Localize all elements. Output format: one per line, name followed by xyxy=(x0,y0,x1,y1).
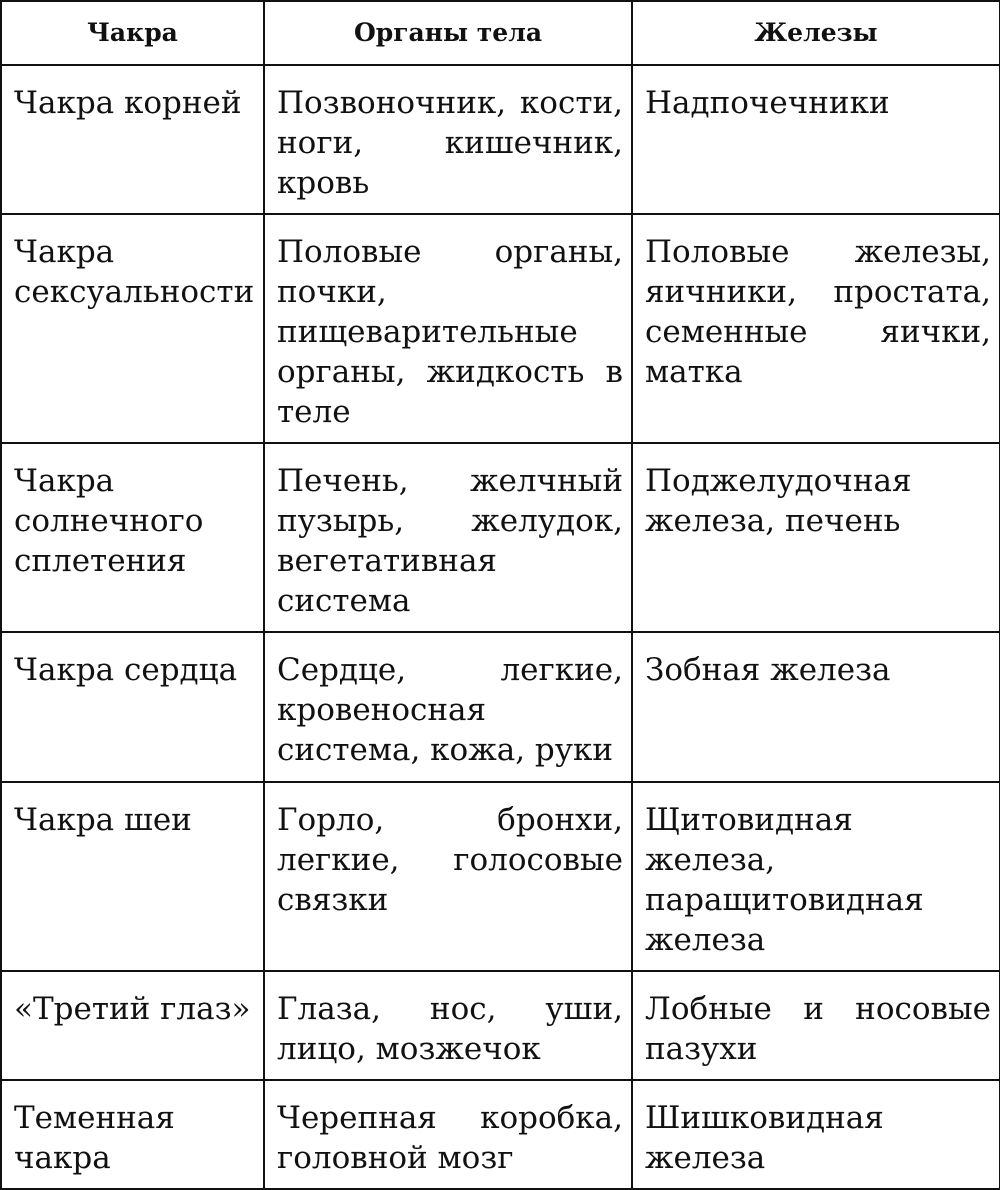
header-glands: Железы xyxy=(632,1,1000,65)
glands-text: Зобная железа xyxy=(645,652,891,688)
glands-text: Надпочечники xyxy=(645,85,890,121)
cell-organs xyxy=(264,782,632,971)
glands-text: Поджелудочная железа, печень xyxy=(645,463,912,539)
cell-chakra xyxy=(1,1080,264,1189)
organs-text: Черепная коробка, головной мозг xyxy=(277,1100,623,1176)
organs-text: Позвоночник, кости, ноги, кишечник, кровь xyxy=(277,85,623,201)
cell-organs xyxy=(264,65,632,214)
cell-glands xyxy=(632,971,1000,1080)
cell-organs xyxy=(264,443,632,632)
header-chakra: Чакра xyxy=(1,1,264,65)
chakra-name: Чакра шеи xyxy=(14,802,192,838)
cell-glands xyxy=(632,632,1000,782)
cell-glands xyxy=(632,65,1000,214)
glands-text: Половые железы, яичники, простата, семенные яички, матка xyxy=(645,234,991,390)
cell-organs xyxy=(264,214,632,443)
cell-glands xyxy=(632,1080,1000,1189)
table-row xyxy=(1,971,1000,1080)
cell-glands xyxy=(632,214,1000,443)
organs-text: Горло, бронхи, легкие, голосовые связки xyxy=(277,802,623,918)
chakra-name: Чакра корней xyxy=(14,85,242,121)
table-row xyxy=(1,214,1000,443)
cell-chakra xyxy=(1,65,264,214)
cell-chakra xyxy=(1,782,264,971)
table-row xyxy=(1,65,1000,214)
organs-text: Половые органы, почки, пищеварительные органы, жидкость в теле xyxy=(277,234,623,430)
glands-text: Шишковидная железа xyxy=(645,1100,884,1176)
chakra-name: Чакра солнечного сплетения xyxy=(14,463,204,579)
chakra-name: Чакра сексуальности xyxy=(14,234,255,310)
table-row xyxy=(1,632,1000,782)
cell-organs xyxy=(264,632,632,782)
cell-chakra xyxy=(1,443,264,632)
cell-organs xyxy=(264,1080,632,1189)
chakra-name: Чакра сердца xyxy=(14,652,238,688)
table-row xyxy=(1,1080,1000,1189)
organs-text: Печень, желчный пузырь, желудок, вегетативная система xyxy=(277,463,623,619)
chakra-name: Теменная чакра xyxy=(14,1100,175,1176)
cell-chakra xyxy=(1,214,264,443)
cell-chakra xyxy=(1,632,264,782)
glands-text: Лобные и носовые пазухи xyxy=(645,991,991,1067)
chakra-name: «Третий глаз» xyxy=(14,991,251,1027)
table-row xyxy=(1,782,1000,971)
organs-text: Глаза, нос, уши, лицо, мозжечок xyxy=(277,991,623,1067)
glands-text: Щитовидная железа, паращитовидная железа xyxy=(645,802,924,958)
organs-text: Сердце, легкие, кровеносная система, кожа, руки xyxy=(277,652,623,768)
cell-organs xyxy=(264,971,632,1080)
table-header-row xyxy=(1,1,1000,65)
cell-chakra xyxy=(1,971,264,1080)
table-row xyxy=(1,443,1000,632)
cell-glands xyxy=(632,782,1000,971)
cell-glands xyxy=(632,443,1000,632)
header-organs: Органы тела xyxy=(264,1,632,65)
